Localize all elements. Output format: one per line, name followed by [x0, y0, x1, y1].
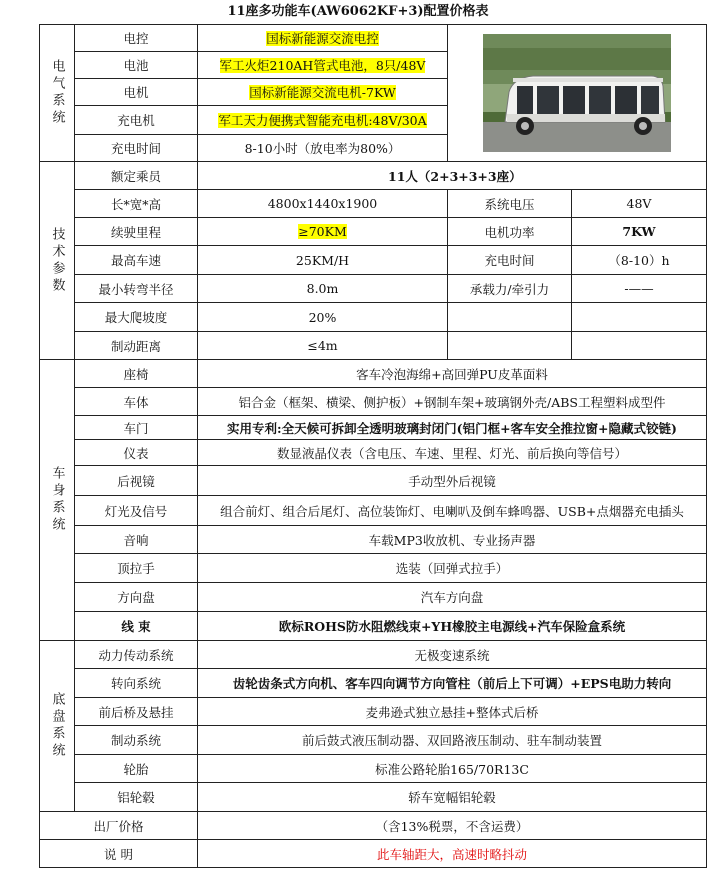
row-value: 48V — [572, 190, 707, 218]
row-label: 座椅 — [75, 360, 198, 388]
row-label: 线 束 — [75, 612, 198, 641]
table-row — [40, 612, 707, 641]
table-row — [40, 246, 707, 275]
row-value: 实用专利:全天候可拆卸全透明玻璃封闭门(铝门框+客车安全推拉窗+隐藏式铰链) — [198, 416, 707, 440]
row-value: 8.0m — [198, 275, 448, 303]
table-row — [40, 303, 707, 332]
row-value: 8-10小时（放电率为80%） — [198, 135, 448, 162]
row-label: 承载力/牵引力 — [448, 275, 572, 303]
row-value: 数显液晶仪表（含电压、车速、里程、灯光、前后换向等信号） — [198, 440, 707, 466]
row-label: 方向盘 — [75, 583, 198, 612]
row-value: 11人（2+3+3+3座） — [198, 162, 707, 190]
row-value: 麦弗逊式独立悬挂+整体式后桥 — [198, 698, 707, 726]
page-title: 11座多功能车(AW6062KF+3)配置价格表 — [227, 4, 489, 19]
row-label: 充电时间 — [75, 135, 198, 162]
row-label: 充电时间 — [448, 246, 572, 275]
row-label: 额定乘员 — [75, 162, 198, 190]
table-row — [40, 669, 707, 698]
row-value: 车载MP3收放机、专业扬声器 — [198, 526, 707, 554]
table-row — [40, 755, 707, 783]
row-value: 欧标ROHS防水阻燃线束+YH橡胶主电源线+汽车保险盒系统 — [198, 612, 707, 641]
row-label: 电控 — [75, 25, 198, 52]
row-label: 灯光及信号 — [75, 496, 198, 526]
table-row — [40, 275, 707, 303]
empty-cell — [572, 332, 707, 360]
row-value — [198, 79, 448, 106]
config-table — [39, 24, 707, 868]
row-value: 前后鼓式液压制动器、双回路液压制动、驻车制动装置 — [198, 726, 707, 755]
table-row — [40, 466, 707, 496]
row-value: 4800x1440x1900 — [198, 190, 448, 218]
row-value: 手动型外后视镜 — [198, 466, 707, 496]
table-row — [40, 698, 707, 726]
row-value — [198, 106, 448, 135]
note-row — [40, 840, 707, 868]
price-row — [40, 812, 707, 840]
row-label: 仪表 — [75, 440, 198, 466]
table-row — [40, 388, 707, 416]
row-value: 标准公路轮胎165/70R13C — [198, 755, 707, 783]
table-row — [40, 162, 707, 190]
row-value: 组合前灯、组合后尾灯、高位装饰灯、电喇叭及倒车蜂鸣器、USB+点烟器充电插头 — [198, 496, 707, 526]
row-value-text: ≥70KM — [298, 224, 347, 239]
row-label: 制动距离 — [75, 332, 198, 360]
table-row — [40, 25, 707, 52]
row-label: 最大爬坡度 — [75, 303, 198, 332]
table-row — [40, 641, 707, 669]
table-row — [40, 218, 707, 246]
row-value: 铝合金（框架、横梁、侧护板）+钢制车架+玻璃钢外壳/ABS工程塑料成型件 — [198, 388, 707, 416]
row-value: 20% — [198, 303, 448, 332]
row-value: （8-10）h — [572, 246, 707, 275]
section-technical: 技术参数 — [40, 162, 75, 360]
row-label: 轮胎 — [75, 755, 198, 783]
table-row — [40, 190, 707, 218]
row-label: 制动系统 — [75, 726, 198, 755]
row-value: 齿轮齿条式方向机、客车四向调节方向管柱（前后上下可调）+EPS电助力转向 — [198, 669, 707, 698]
price-value: （含13%税票，不含运费） — [198, 812, 707, 840]
row-value — [198, 218, 448, 246]
row-label: 充电机 — [75, 106, 198, 135]
row-value: 无极变速系统 — [198, 641, 707, 669]
table-row — [40, 440, 707, 466]
table-row — [40, 583, 707, 612]
table-row — [40, 416, 707, 440]
row-label: 后视镜 — [75, 466, 198, 496]
row-label: 动力传动系统 — [75, 641, 198, 669]
vehicle-photo — [483, 34, 671, 152]
empty-cell — [448, 303, 572, 332]
row-value: 汽车方向盘 — [198, 583, 707, 612]
row-label: 顶拉手 — [75, 554, 198, 583]
row-value — [198, 25, 448, 52]
row-label: 车门 — [75, 416, 198, 440]
row-value: 轿车宽幅铝轮毂 — [198, 783, 707, 812]
row-value-text: 国标新能源交流电控 — [266, 31, 379, 46]
row-label: 最小转弯半径 — [75, 275, 198, 303]
table-row — [40, 526, 707, 554]
note-value: 此车轴距大，高速时略抖动 — [198, 840, 707, 868]
row-label: 前后桥及悬挂 — [75, 698, 198, 726]
row-value: 客车冷泡海绵+高回弹PU皮革面料 — [198, 360, 707, 388]
section-electrical: 电气系统 — [40, 25, 75, 162]
row-value: 选装（回弹式拉手） — [198, 554, 707, 583]
row-value-text: 军工天力便携式智能充电机:48V/30A — [218, 113, 427, 128]
row-label: 电机功率 — [448, 218, 572, 246]
row-label: 转向系统 — [75, 669, 198, 698]
price-label: 出厂价格 — [40, 812, 198, 840]
row-label: 长*宽*高 — [75, 190, 198, 218]
row-label: 车体 — [75, 388, 198, 416]
section-chassis: 底盘系统 — [40, 641, 75, 812]
row-value-text: 国标新能源交流电机-7KW — [249, 85, 396, 100]
table-row — [40, 554, 707, 583]
row-value: 7KW — [572, 218, 707, 246]
row-value — [198, 52, 448, 79]
row-value: -—— — [572, 275, 707, 303]
row-label: 电池 — [75, 52, 198, 79]
table-row — [40, 360, 707, 388]
vehicle-photo-cell — [448, 25, 707, 162]
row-value-text: 军工火炬210AH管式电池，8只/48V — [219, 58, 426, 73]
table-row — [40, 783, 707, 812]
row-label: 系统电压 — [448, 190, 572, 218]
row-value: ≤4m — [198, 332, 448, 360]
row-label: 铝轮毂 — [75, 783, 198, 812]
row-label: 音响 — [75, 526, 198, 554]
row-label: 续驶里程 — [75, 218, 198, 246]
section-body: 车身系统 — [40, 360, 75, 641]
table-row — [40, 496, 707, 526]
note-label: 说 明 — [40, 840, 198, 868]
empty-cell — [448, 332, 572, 360]
table-row — [40, 332, 707, 360]
row-value: 25KM/H — [198, 246, 448, 275]
row-label: 电机 — [75, 79, 198, 106]
empty-cell — [572, 303, 707, 332]
table-row — [40, 726, 707, 755]
row-label: 最高车速 — [75, 246, 198, 275]
